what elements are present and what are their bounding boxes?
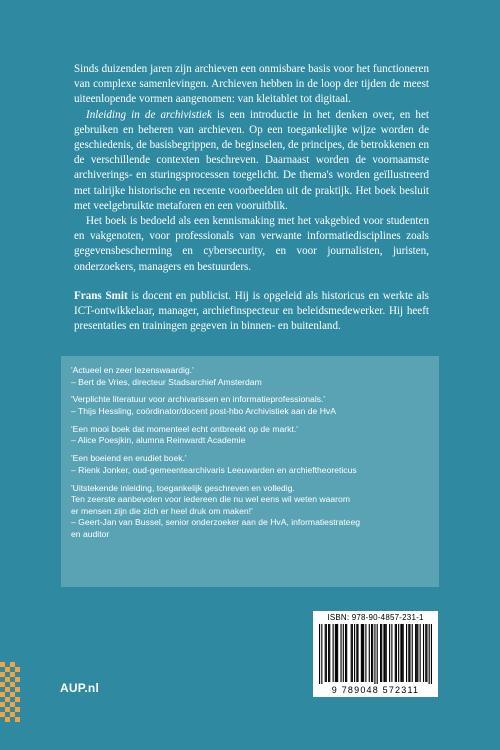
barcode-bar (398, 624, 399, 682)
review-quote (71, 424, 431, 447)
barcode-bar (329, 624, 330, 682)
barcode-bar (321, 624, 322, 684)
quote-line: – Alice Poesjkin, alumna Reinwardt Academie (71, 435, 246, 446)
barcode-bar (363, 624, 364, 682)
barcode-bar (431, 624, 432, 684)
barcode-bars (319, 624, 432, 684)
barcode-bar (345, 624, 346, 682)
quote-line: – Rienk Jonker, oud-gemeentearchivaris Leeuwarden en archieftheoreticus (71, 464, 357, 475)
barcode-bar (351, 624, 352, 682)
barcode-bar (328, 624, 329, 682)
review-quotes-panel (61, 356, 439, 587)
barcode-bar (371, 624, 372, 682)
quote-text: 'Een boeiend en erudiet boek.' (71, 453, 187, 464)
barcode-bar (409, 624, 410, 682)
barcode-bar (356, 624, 357, 682)
barcode-bar (369, 624, 370, 682)
review-quote (71, 365, 431, 388)
quote-text: 'Actueel en zeer lezenswaardig.' (71, 365, 194, 375)
blurb-paragraph-2 (74, 108, 429, 214)
barcode-bar (415, 624, 416, 682)
barcode-bar (377, 624, 378, 684)
barcode-bar (372, 624, 373, 682)
barcode-bar (400, 624, 401, 682)
quote-line: Ten zeerste aanbevolen voor iedereen die nu wel eens wil weten waarom (71, 494, 350, 505)
author-bio (74, 289, 429, 335)
back-cover-blurb (74, 62, 429, 334)
quote-text: 'Verplichte literatuur voor archivarissen en informatieprofessionals.' (71, 394, 326, 405)
barcode-bar (386, 624, 387, 682)
barcode-bar (429, 624, 430, 684)
barcode-bar (385, 624, 386, 682)
barcode-bar (337, 624, 338, 682)
blurb-paragraph-2-text: is een introductie in het denken over, en het gebruiken en beheren van archieven. Op een toegankelijke wijze worden de geschiedenis, de basisbegrippen, de beginselen, de principes, de betrokkenen en de verschillende contexten beschreven. Daarnaast worden de voornaamste archiverings- en sturingsprocessen toegelicht. De thema's worden geïllustreerd met talrijke historische en recente voorbeelden uit de praktijk. Het boek besluit met veelgebruikte metaforen en een vooruitblik. (74, 108, 429, 212)
barcode-digits: 9 789048 572311 (331, 685, 420, 695)
barcode-bar (380, 624, 381, 682)
barcode-bar (426, 624, 427, 682)
barcode-bar (336, 624, 337, 682)
barcode-bar (420, 624, 421, 682)
barcode-bar (383, 624, 384, 682)
isbn-label: ISBN: 978-90-4857-231-1 (327, 613, 424, 622)
barcode-bar (352, 624, 353, 682)
book-title: Inleiding in de archivistiek (86, 108, 212, 121)
quote-text: 'Uitstekende inleiding, toegankelijk geschreven en volledig. (71, 482, 295, 493)
barcode-bar (354, 624, 355, 682)
barcode-bar (343, 624, 344, 682)
barcode-bar (396, 624, 397, 682)
review-quote (71, 453, 431, 476)
quote-line: er mensen zijn die zich er heel druk om maken!' (71, 505, 253, 516)
isbn-barcode (313, 611, 438, 697)
barcode-bar (357, 624, 358, 682)
blurb-paragraph-3: Het boek is bedoeld als een kennismaking met het vakgebied voor studenten en vakgenoten, voor professionals van verwante informatiedisciplines zoals gegevensbescherming en cybersecurity, en voor journalisten, juristen, onderzoekers, managers en bestuurders. (74, 215, 429, 273)
barcode-bar (340, 624, 341, 682)
review-quote (71, 483, 431, 541)
barcode-bar (365, 624, 366, 682)
barcode-bar (361, 624, 362, 682)
quote-line: – Thijs Hessling, coördinator/docent post-hbo Archivistiek aan de HvA (71, 405, 336, 416)
barcode-bar (412, 624, 413, 682)
publisher-url[interactable]: AUP.nl (60, 681, 99, 695)
barcode-bar (362, 624, 363, 682)
barcode-bar (403, 624, 404, 682)
quote-line: en auditor (71, 528, 110, 539)
barcode-bar (333, 624, 334, 682)
blurb-paragraph-1: Sinds duizenden jaren zijn archieven een onmisbare basis voor het functioneren van complexe samenlevingen. Archieven hebben in de loop der tijden de meest uiteenlopende vormen aangenomen: van kleitablet tot digitaal. (74, 63, 429, 106)
barcode-bar (423, 624, 424, 682)
quote-line: – Geert-Jan van Bussel, senior onderzoeker aan de HvA, informatiestrateeg (71, 517, 360, 528)
barcode-bar (389, 624, 390, 682)
barcode-bar (325, 624, 326, 682)
barcode-bar (401, 624, 402, 682)
barcode-bar (326, 624, 327, 682)
author-name: Frans Smit (74, 289, 128, 302)
barcode-bar (406, 624, 407, 682)
barcode-bar (381, 624, 382, 682)
barcode-bar (319, 624, 320, 684)
quote-text: 'Een mooi boek dat momenteel echt ontbreekt op de markt.' (71, 423, 298, 434)
aup-logo-icon (0, 662, 20, 722)
quote-line: – Bert de Vries, directeur Stadsarchief Amsterdam (71, 376, 262, 387)
barcode-bar (395, 624, 396, 682)
barcode-bar (346, 624, 347, 682)
review-quote (71, 394, 431, 417)
author-bio-text: is docent en publicist. Hij is opgeleid als historicus en werkte als ICT-ontwikkelaar, manager, archiefinspecteur en beleidsmedewerker. Hij heeft presentaties en trainingen gegeven in binnen- en buitenland. (74, 289, 430, 333)
barcode-bar (416, 624, 417, 682)
barcode-bar (417, 624, 418, 682)
barcode-bar (391, 624, 392, 682)
barcode-bar (425, 624, 426, 682)
barcode-bar (408, 624, 409, 682)
barcode-bar (374, 624, 375, 684)
barcode-bar (335, 624, 336, 682)
